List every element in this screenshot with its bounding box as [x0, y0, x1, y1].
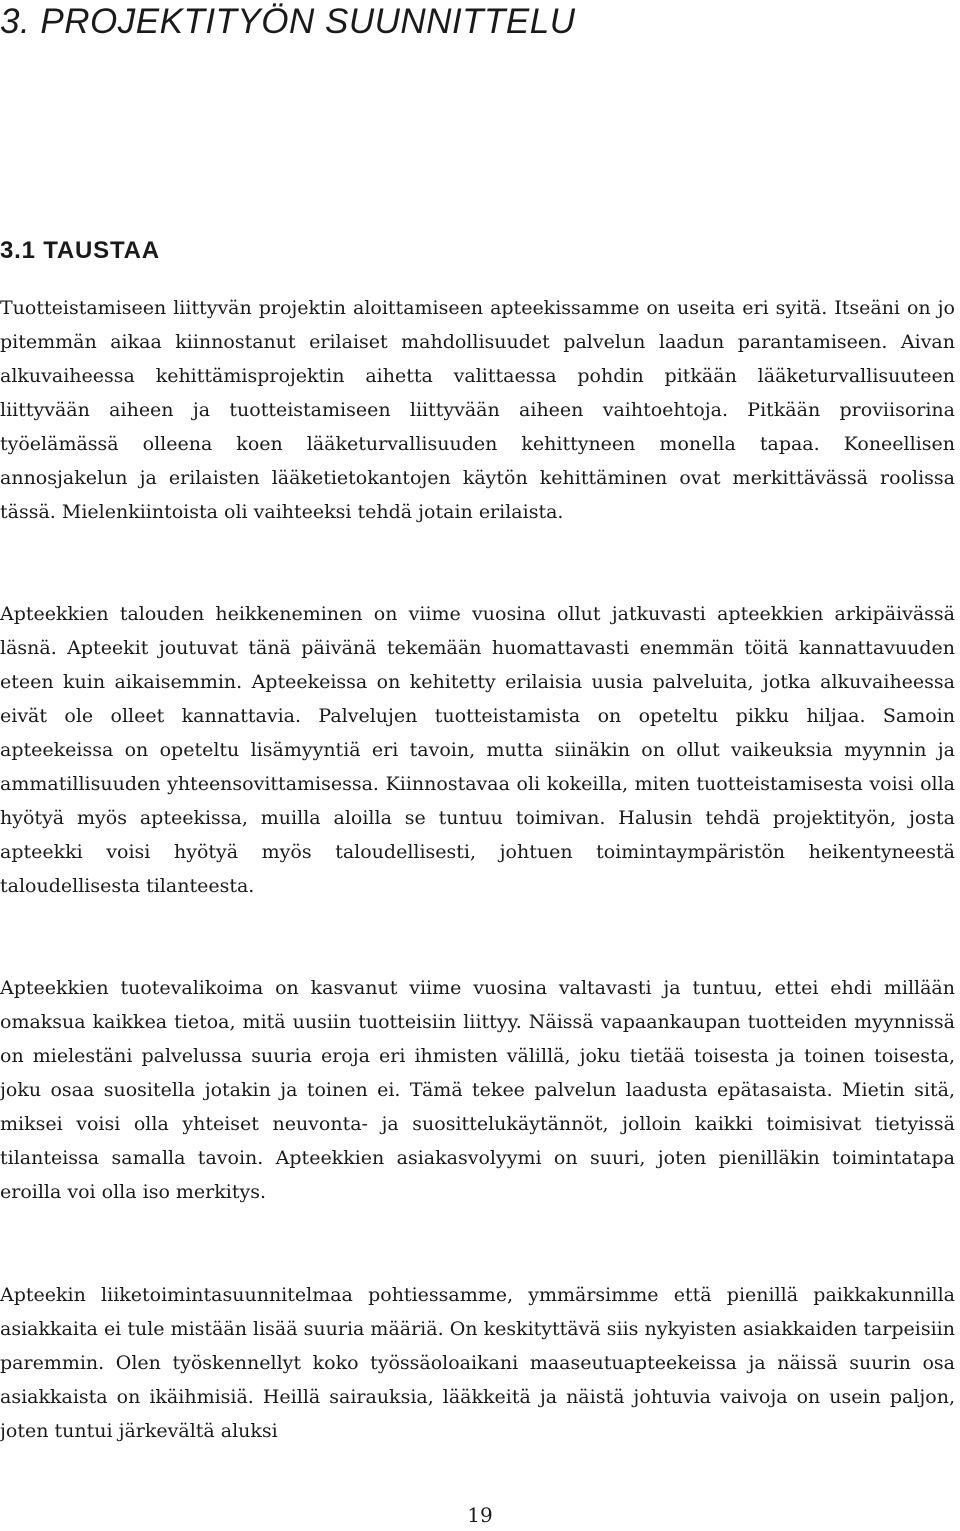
paragraph-background: Tuotteistamiseen liittyvän projektin aloittamiseen apteekissamme on useita eri syitä. Itseäni on jo pitemmän aikaa kiinnostanut erilaiset mahdollisuudet palvelun laadun parantamiseen. Aivan alkuvaiheessa kehittämisprojektin aihetta valittaessa pohdin pitkään lääketurvallisuuteen liittyvään aiheen ja tuotteistamiseen liittyvään aiheen vaihtoehtoja. Pitkään proviisorina työelämässä olleena koen lääketurvallisuuden kehittyneen monella tapaa. Koneellisen annosjakelun ja erilaisten lääketietokantojen käytön kehittäminen ovat merkittävässä roolissa tässä. Mielenkiintoista oli vaihteeksi tehdä jotain erilaista.: [0, 297, 955, 523]
page-number: 19: [467, 1503, 493, 1527]
paragraph-product-range: Apteekkien tuotevalikoima on kasvanut viime vuosina valtavasti ja tuntuu, ettei ehdi millään omaksua kaikkea tietoa, mitä uusiin tuotteisiin liittyy. Näissä vapaankaupan tuotteiden myynnissä on mielestäni palvelussa suuria eroja eri ihmisten välillä, joku tietää toisesta ja toinen toisesta, joku osaa suositella jotakin ja toinen ei. Tämä tekee palvelun laadusta epätasaista. Mietin sitä, miksei voisi olla yhteiset neuvonta- ja suosittelukäytännöt, jolloin kaikki toimisivat tietyissä tilanteissa samalla tavoin. Apteekkien asiakasvolyymi on suuri, joten pienilläkin toimintatapa eroilla voi olla iso merkitys.: [0, 977, 955, 1203]
paragraph-pharmacy-economy: Apteekkien talouden heikkeneminen on viime vuosina ollut jatkuvasti apteekkien arkipäivässä läsnä. Apteekit joutuvat tänä päivänä tekemään huomattavasti enemmän töitä kannattavuuden eteen kuin aikaisemmin. Apteekeissa on kehitetty erilaisia uusia palveluita, jotka alkuvaiheessa eivät ole olleet kannattavia. Palvelujen tuotteistamista on opeteltu pikku hiljaa. Samoin apteekeissa on opeteltu lisämyyntiä eri tavoin, mutta siinäkin on ollut vaikeuksia myynnin ja ammatillisuuden yhteensovittamisessa. Kiinnostavaa oli kokeilla, miten tuotteistamisesta voisi olla hyötyä myös apteekissa, muilla aloilla se tuntuu toimivan. Halusin tehdä projektityön, josta apteekki voisi hyötyä myös taloudellisesti, johtuen toimintaympäristön heikentyneestä taloudellisesta tilanteesta.: [0, 603, 955, 897]
section-title: 3.1 TAUSTAA: [0, 237, 160, 264]
chapter-title: 3. PROJEKTITYÖN SUUNNITTELU: [0, 2, 576, 41]
paragraph-business-plan: Apteekin liiketoimintasuunnitelmaa pohtiessamme, ymmärsimme että pienillä paikkakunnilla asiakkaita ei tule mistään lisää suuria määriä. On keskityttävä siis nykyisten asiakkaiden tarpeisiin paremmin. Olen työskennellyt koko työssäoloaikani maaseutuapteekeissa ja näissä suurin osa asiakkaista on ikäihmisiä. Heillä sairauksia, lääkkeitä ja näistä johtuvia vaivoja on usein paljon, joten tuntui järkevältä aluksi: [0, 1284, 955, 1442]
